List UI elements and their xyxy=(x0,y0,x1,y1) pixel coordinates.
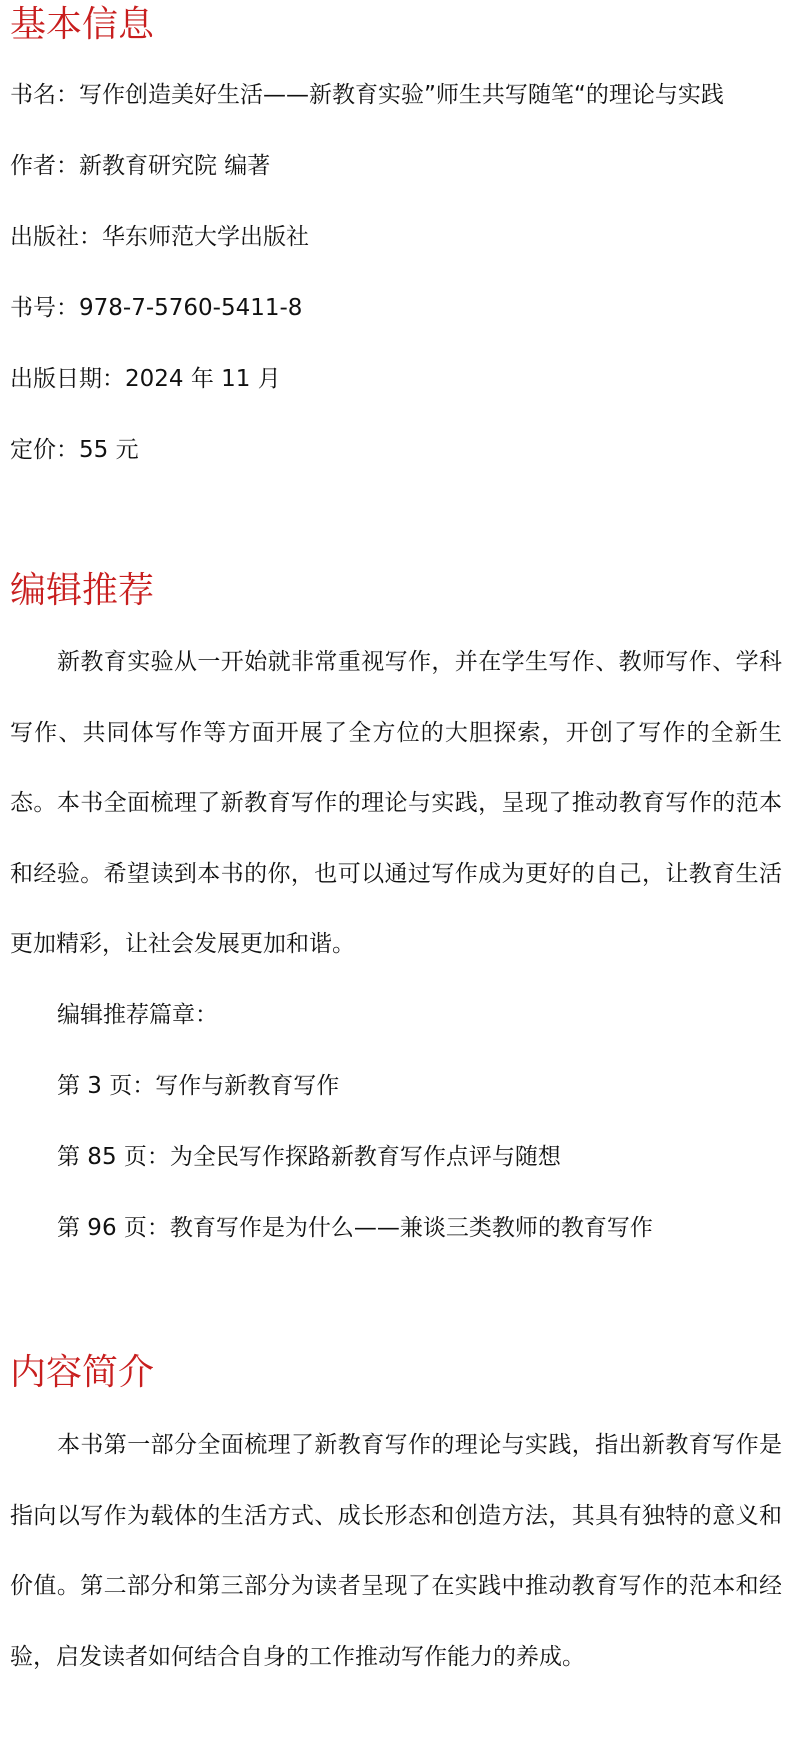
recommended-chapter-item: 第 3 页：写作与新教育写作 xyxy=(57,1073,340,1099)
book-pub-date: 出版日期：2024 年 11 月 xyxy=(10,366,281,392)
recommended-chapter-item: 第 96 页：教育写作是为什么——兼谈三类教师的教育写作 xyxy=(57,1215,653,1241)
book-price: 定价：55 元 xyxy=(10,437,139,463)
book-name: 书名：写作创造美好生活——新教育实验”师生共写随笔“的理论与实践 xyxy=(10,82,724,108)
book-author: 作者：新教育研究院 编著 xyxy=(10,153,271,179)
section-title-editor-recommend: 编辑推荐 xyxy=(10,570,155,611)
section-title-basic-info: 基本信息 xyxy=(10,4,155,45)
recommended-chapter-item: 第 85 页：为全民写作探路新教育写作点评与随想 xyxy=(57,1144,561,1170)
book-publisher: 出版社：华东师范大学出版社 xyxy=(10,224,309,250)
editor-recommend-paragraph: 新教育实验从一开始就非常重视写作，并在学生写作、教师写作、学科写作、共同体写作等方面开展了全方位的大胆探索，开创了写作的全新生态。本书全面梳理了新教育写作的理论与实践，呈现了推动教育写作的范本和经验。希望读到本书的你，也可以通过写作成为更好的自己，让教育生活更加精彩，让社会发展更加和谐。 xyxy=(10,649,782,957)
summary-paragraph: 本书第一部分全面梳理了新教育写作的理论与实践，指出新教育写作是指向以写作为载体的生活方式、成长形态和创造方法，其具有独特的意义和价值。第二部分和第三部分为读者呈现了在实践中推动教育写作的范本和经验，启发读者如何结合自身的工作推动写作能力的养成。 xyxy=(10,1432,782,1670)
section-title-summary: 内容简介 xyxy=(10,1352,155,1393)
book-isbn: 书号：978-7-5760-5411-8 xyxy=(10,295,303,321)
recommended-chapters-label: 编辑推荐篇章： xyxy=(57,1002,218,1028)
